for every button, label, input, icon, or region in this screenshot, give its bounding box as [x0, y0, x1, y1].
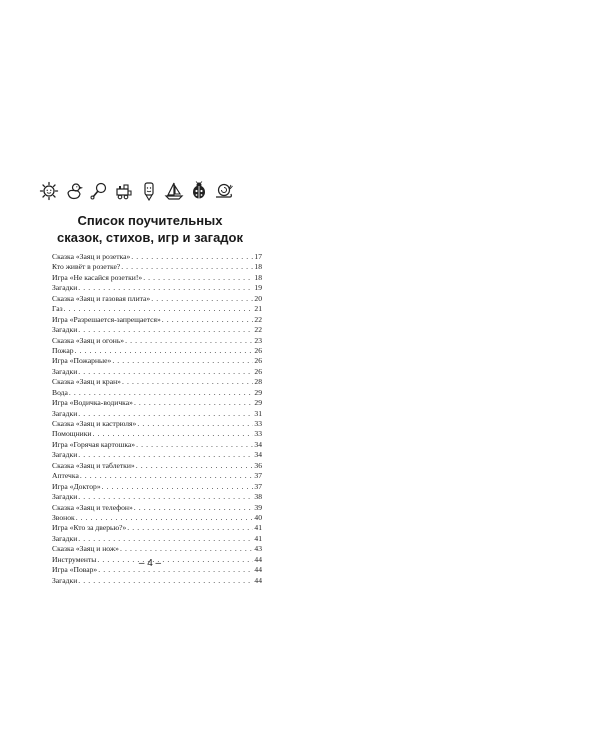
toc-entry [52, 315, 262, 325]
toc-entry [52, 409, 262, 419]
toc-entry [52, 440, 262, 450]
toc-entry-page: 40 [254, 512, 262, 522]
decorative-icon-row [38, 180, 238, 202]
dot-leader [78, 576, 253, 586]
toc-entry-title: Загадки [52, 283, 78, 293]
toc-entry-page: 26 [254, 356, 262, 366]
dot-leader [137, 419, 253, 429]
page-title [50, 212, 250, 246]
toc-entry-title: Звонок [52, 512, 75, 522]
toc-entry [52, 325, 262, 335]
train-icon [113, 180, 135, 202]
toc-entry-page: 36 [254, 460, 262, 470]
dot-leader [75, 346, 254, 356]
toc-entry-page: 41 [254, 523, 262, 533]
toc-entry-title: Игра «Водичка-водичка» [52, 398, 133, 408]
dot-leader [76, 513, 254, 523]
chick-icon [63, 180, 85, 202]
page-number: – 4 – [138, 558, 162, 569]
toc-entry [52, 283, 262, 293]
dot-leader [78, 534, 253, 544]
dot-leader [78, 325, 253, 335]
dot-leader [78, 367, 253, 377]
toc-entry-page: 37 [254, 481, 262, 491]
toc-entry-page: 18 [254, 272, 262, 282]
dot-leader [143, 273, 253, 283]
table-of-contents-left [52, 252, 262, 586]
toc-entry-page: 39 [254, 502, 262, 512]
dot-leader [112, 356, 253, 366]
dot-leader [120, 544, 253, 554]
toc-entry [52, 523, 262, 533]
toc-entry [52, 534, 262, 544]
toc-entry-title: Загадки [52, 450, 78, 460]
toc-entry [52, 513, 262, 523]
dot-leader [125, 336, 253, 346]
toc-entry-title: Инструменты [52, 554, 97, 564]
rattle-icon [88, 180, 110, 202]
sun-icon [38, 180, 60, 202]
dot-leader [64, 304, 254, 314]
dot-leader [131, 252, 253, 262]
dot-leader [151, 294, 253, 304]
toc-entry [52, 356, 262, 366]
toc-entry-title: Игра «Кто за дверью?» [52, 523, 127, 533]
toc-entry [52, 471, 262, 481]
toc-entry-title: Игра «Пожарные» [52, 356, 112, 366]
toc-entry-page: 19 [254, 283, 262, 293]
toc-entry [52, 262, 262, 272]
toc-entry [52, 367, 262, 377]
toc-entry [52, 398, 262, 408]
dot-leader [102, 482, 254, 492]
toc-entry-page: 17 [254, 252, 262, 261]
toc-entry-page: 44 [254, 575, 262, 585]
toc-entry-page: 29 [254, 398, 262, 408]
toc-entry-title: Загадки [52, 366, 78, 376]
toc-entry-page: 21 [254, 304, 262, 314]
toc-entry-page: 37 [254, 471, 262, 481]
toc-entry [52, 482, 262, 492]
toc-entry [52, 388, 262, 398]
toc-entry [52, 576, 262, 586]
toc-entry-page: 34 [254, 439, 262, 449]
pencil-face-icon [138, 180, 160, 202]
dot-leader [122, 377, 253, 387]
toc-entry-title: Сказка «Заяц и телефон» [52, 502, 133, 512]
toc-entry-title: Сказка «Заяц и огонь» [52, 335, 125, 345]
toc-entry [52, 304, 262, 314]
toc-entry-page: 20 [254, 293, 262, 303]
toc-entry-title: Загадки [52, 492, 78, 502]
dot-leader [69, 388, 254, 398]
toc-entry-title: Игра «Не касайся розетки!» [52, 272, 143, 282]
toc-entry-title: Пожар [52, 345, 74, 355]
toc-entry-title: Загадки [52, 408, 78, 418]
toc-entry-title: Игра «Доктор» [52, 481, 101, 491]
toc-entry-title: Загадки [52, 325, 78, 335]
toc-entry-title: Кто живёт в розетке? [52, 262, 121, 272]
dot-leader [121, 262, 253, 272]
toc-entry-title: Газ [52, 304, 63, 314]
toc-entry [52, 461, 262, 471]
toc-entry-title: Игра «Разрешается-запрещается» [52, 314, 161, 324]
dot-leader [134, 503, 254, 513]
toc-entry-page: 26 [254, 345, 262, 355]
dot-leader [78, 283, 253, 293]
dot-leader [78, 492, 253, 502]
toc-entry-title: Аптечка [52, 471, 79, 481]
ladybug-icon [188, 180, 210, 202]
toc-entry-page: 26 [254, 366, 262, 376]
dot-leader [78, 409, 253, 419]
toc-entry [52, 429, 262, 439]
dot-leader [136, 461, 254, 471]
toc-entry-title: Сказка «Заяц и кастрюля» [52, 419, 137, 428]
toc-entry-title: Загадки [52, 533, 78, 543]
dot-leader [92, 429, 253, 439]
toc-entry [52, 273, 262, 283]
toc-entry [52, 450, 262, 460]
snail-icon [213, 180, 235, 202]
toc-entry-title: Помощники [52, 429, 92, 439]
toc-entry [52, 252, 262, 262]
dot-leader [80, 471, 254, 481]
toc-entry-title: Сказка «Заяц и розетка» [52, 252, 131, 261]
dot-leader [127, 523, 253, 533]
toc-entry [52, 492, 262, 502]
title-line-1: Список поучительных [77, 213, 223, 228]
toc-entry-page: 43 [254, 544, 262, 554]
toc-entry-title: Сказка «Заяц и газовая плита» [52, 293, 151, 303]
toc-entry-title: Загадки [52, 575, 78, 585]
toc-entry-page: 23 [254, 335, 262, 345]
title-line-2: сказок, стихов, игр и загадок [56, 230, 243, 245]
toc-entry-title: Игра «Горячая картошка» [52, 439, 136, 449]
toc-entry [52, 419, 262, 429]
toc-entry-page: 38 [254, 492, 262, 502]
toc-entry [52, 377, 262, 387]
right-page [300, 0, 600, 750]
toc-entry-page: 41 [254, 533, 262, 543]
toc-entry-page: 22 [254, 325, 262, 335]
toc-entry-title: Сказка «Заяц и нож» [52, 544, 119, 554]
toc-entry-page: 34 [254, 450, 262, 460]
toc-entry-title: Игра «Повар» [52, 565, 98, 575]
toc-entry [52, 336, 262, 346]
toc-entry-title: Сказка «Заяц и кран» [52, 377, 121, 387]
toc-entry [52, 544, 262, 554]
toc-entry-page: 28 [254, 377, 262, 387]
dot-leader [134, 398, 253, 408]
toc-entry-page: 33 [254, 419, 262, 428]
dot-leader [162, 315, 254, 325]
toc-entry-page: 44 [254, 565, 262, 575]
toc-entry-page: 44 [254, 554, 262, 564]
sailboat-icon [163, 180, 185, 202]
toc-entry-page: 33 [254, 429, 262, 439]
dot-leader [78, 450, 253, 460]
toc-entry-title: Вода [52, 387, 68, 397]
toc-entry-page: 18 [254, 262, 262, 272]
toc-entry [52, 294, 262, 304]
toc-entry-page: 31 [254, 408, 262, 418]
toc-entry [52, 346, 262, 356]
toc-entry-page: 22 [254, 314, 262, 324]
toc-entry-title: Сказка «Заяц и таблетки» [52, 460, 135, 470]
dot-leader [136, 440, 253, 450]
toc-entry-page: 29 [254, 387, 262, 397]
toc-entry [52, 503, 262, 513]
